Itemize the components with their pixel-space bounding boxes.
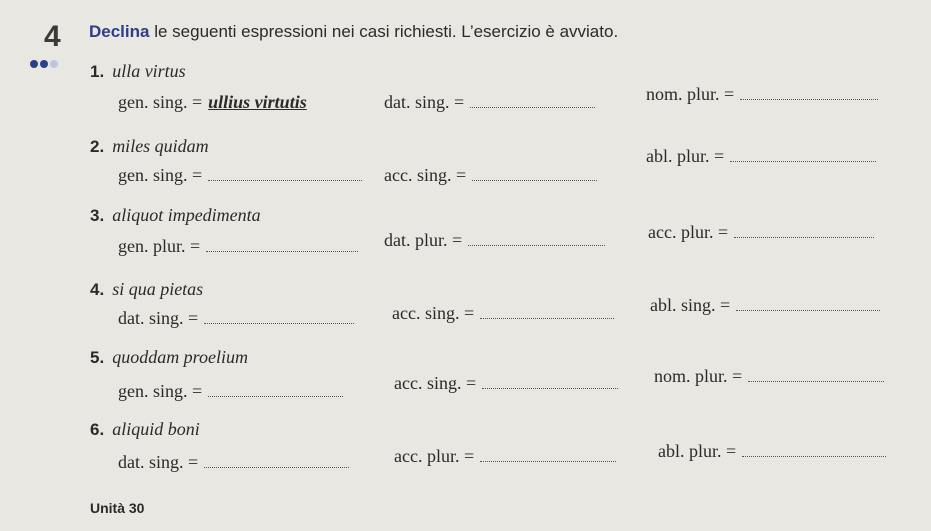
answer-field bbox=[384, 230, 605, 251]
answer-field bbox=[654, 366, 884, 387]
answer-blank bbox=[470, 106, 595, 108]
page-footer: Unità 30 bbox=[90, 500, 145, 516]
answer-field bbox=[646, 146, 876, 167]
answer-field bbox=[118, 236, 358, 257]
answer-field bbox=[118, 452, 349, 473]
case-label: nom. plur. = bbox=[654, 366, 743, 386]
item-title bbox=[90, 279, 203, 300]
answer-blank bbox=[208, 179, 362, 181]
answer-blank bbox=[480, 317, 614, 319]
case-label: acc. sing. = bbox=[392, 303, 475, 323]
item-number: 2. bbox=[90, 137, 105, 156]
filled-answer: ullius virtutis bbox=[208, 92, 307, 112]
answer-blank bbox=[204, 322, 354, 324]
case-label: dat. sing. = bbox=[384, 92, 465, 112]
item-number: 5. bbox=[90, 348, 105, 367]
answer-field bbox=[646, 84, 878, 105]
item-title bbox=[90, 205, 261, 226]
answer-blank bbox=[468, 244, 605, 246]
difficulty-dot-filled bbox=[40, 60, 48, 68]
answer-blank bbox=[480, 460, 616, 462]
item-title bbox=[90, 136, 209, 157]
case-label: dat. sing. = bbox=[118, 452, 199, 472]
difficulty-dot-filled bbox=[30, 60, 38, 68]
answer-field bbox=[118, 381, 343, 402]
case-label: abl. sing. = bbox=[650, 295, 731, 315]
item-title bbox=[90, 419, 200, 440]
case-label: abl. plur. = bbox=[646, 146, 725, 166]
answer-field bbox=[384, 165, 597, 186]
case-label: nom. plur. = bbox=[646, 84, 735, 104]
instruction-keyword: Declina bbox=[89, 22, 150, 41]
answer-field bbox=[118, 165, 362, 186]
answer-blank bbox=[208, 395, 343, 397]
answer-field bbox=[650, 295, 880, 316]
answer-blank bbox=[730, 160, 876, 162]
item-phrase: si qua pietas bbox=[112, 279, 204, 299]
item-number: 1. bbox=[90, 62, 105, 81]
item-phrase: miles quidam bbox=[112, 136, 209, 156]
case-label: gen. plur. = bbox=[118, 236, 201, 256]
answer-field bbox=[392, 303, 614, 324]
case-label: acc. plur. = bbox=[394, 446, 475, 466]
answer-field bbox=[658, 441, 886, 462]
answer-field bbox=[384, 92, 595, 113]
answer-field bbox=[648, 222, 874, 243]
exercise-instructions bbox=[89, 22, 618, 42]
answer-blank bbox=[740, 98, 878, 100]
case-label: acc. sing. = bbox=[394, 373, 477, 393]
difficulty-dot-empty bbox=[50, 60, 58, 68]
answer-blank bbox=[748, 380, 884, 382]
case-label: dat. plur. = bbox=[384, 230, 463, 250]
answer-field bbox=[118, 308, 354, 329]
difficulty-dots bbox=[30, 57, 60, 72]
case-label: dat. sing. = bbox=[118, 308, 199, 328]
answer-blank bbox=[734, 236, 874, 238]
item-title bbox=[90, 347, 248, 368]
item-phrase: quoddam proelium bbox=[112, 347, 249, 367]
answer-field bbox=[394, 446, 616, 467]
case-label: gen. sing. = bbox=[118, 165, 203, 185]
item-number: 3. bbox=[90, 206, 105, 225]
item-phrase: ulla virtus bbox=[112, 61, 186, 81]
exercise-number: 4 bbox=[44, 20, 61, 53]
case-label: gen. sing. = bbox=[118, 381, 203, 401]
item-number: 4. bbox=[90, 280, 105, 299]
answer-blank bbox=[204, 466, 349, 468]
answer-field bbox=[118, 92, 307, 113]
answer-field bbox=[394, 373, 618, 394]
answer-blank bbox=[736, 309, 880, 311]
item-number: 6. bbox=[90, 420, 105, 439]
case-label: abl. plur. = bbox=[658, 441, 737, 461]
item-title bbox=[90, 61, 186, 82]
answer-blank bbox=[206, 250, 358, 252]
case-label: acc. plur. = bbox=[648, 222, 729, 242]
answer-blank bbox=[472, 179, 597, 181]
case-label: gen. sing. = bbox=[118, 92, 203, 112]
answer-blank bbox=[482, 387, 618, 389]
case-label: acc. sing. = bbox=[384, 165, 467, 185]
instruction-text: le seguenti espressioni nei casi richiesti. L’esercizio è avviato. bbox=[149, 22, 619, 41]
item-phrase: aliquid boni bbox=[112, 419, 200, 439]
answer-blank bbox=[742, 455, 886, 457]
item-phrase: aliquot impedimenta bbox=[112, 205, 261, 225]
